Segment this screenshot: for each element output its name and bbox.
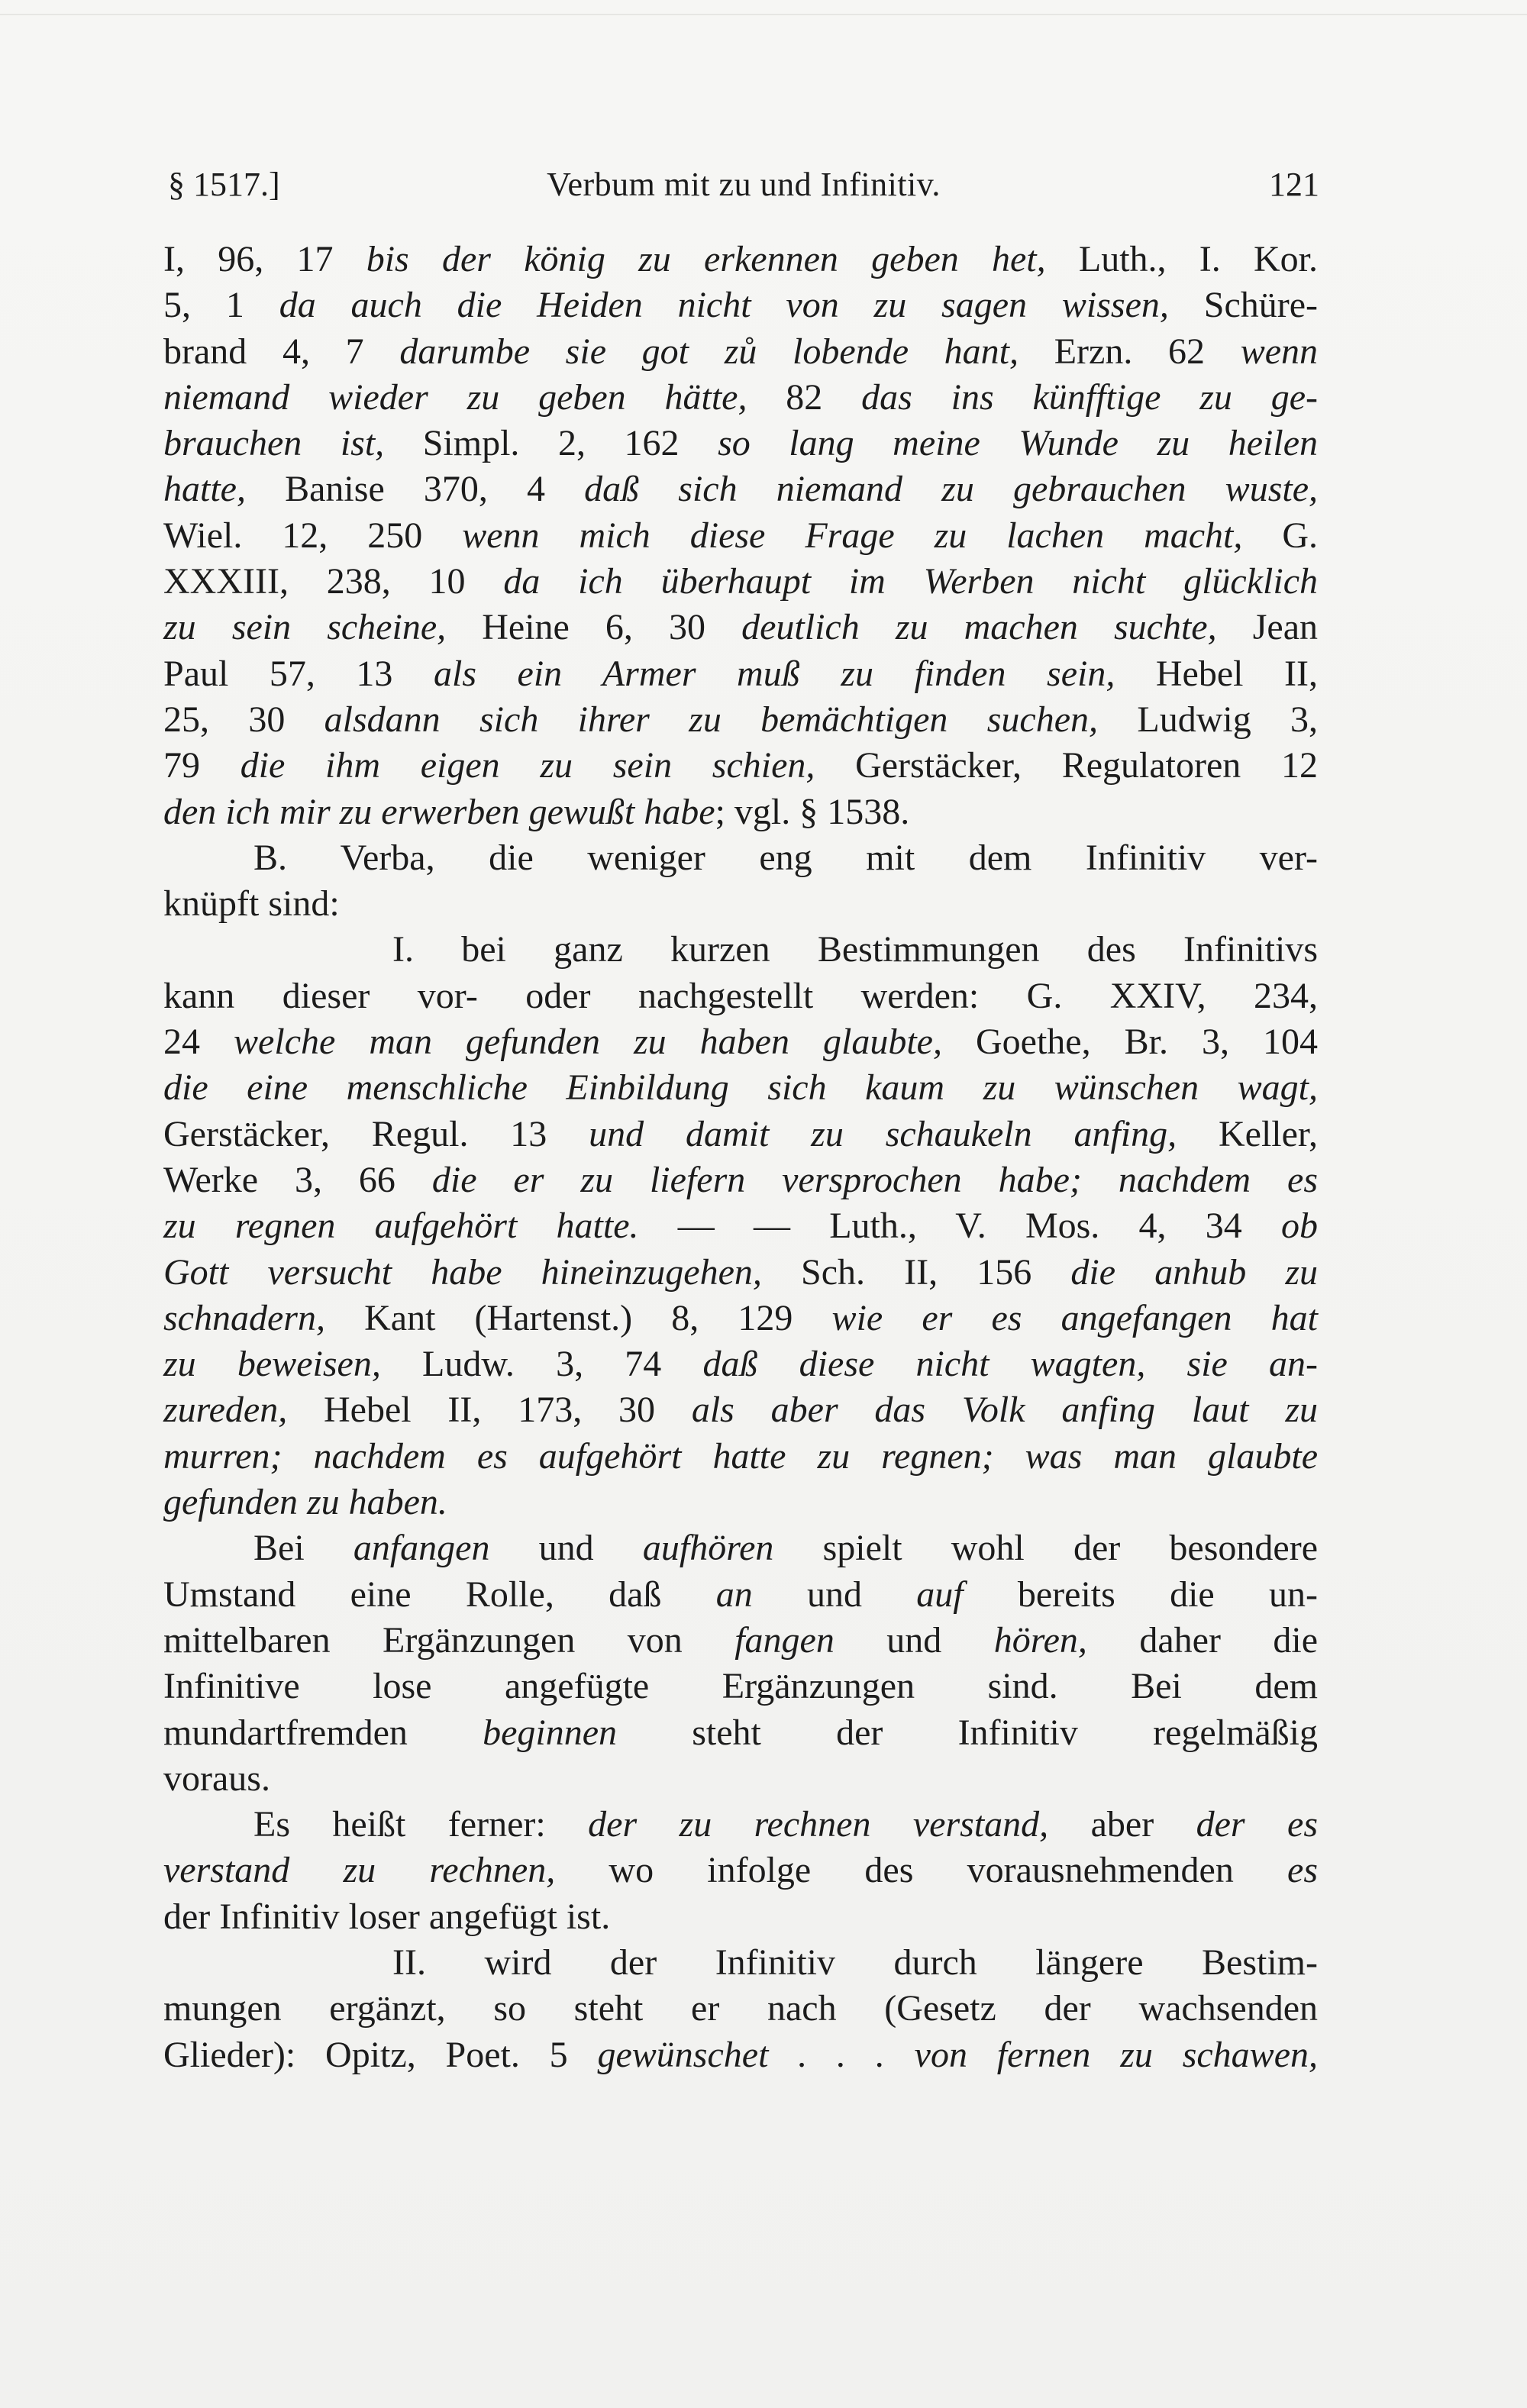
text-run: Goethe, Br. 3, 104 — [941, 1022, 1319, 1063]
text-line — [163, 605, 1318, 650]
italic-quotation: aufhören — [642, 1528, 774, 1569]
text-run: kann dieser vor- oder nachgestellt werden: G. XXIV, 234, — [163, 975, 1318, 1016]
text-line — [163, 1894, 1318, 1940]
text-run: Hebel II, 173, 30 — [287, 1390, 692, 1431]
text-run: aber — [1048, 1804, 1196, 1845]
text-line — [163, 1387, 1318, 1433]
text-run: Werke 3, 66 — [163, 1159, 432, 1200]
text-line — [163, 1250, 1318, 1296]
italic-quotation: es — [1287, 1850, 1319, 1891]
text-line — [163, 1341, 1318, 1387]
italic-quotation: hatte, — [163, 469, 246, 510]
text-run: brand 4, 7 — [163, 331, 400, 372]
italic-quotation: zureden, — [163, 1390, 288, 1431]
text-run: Sch. II, 156 — [761, 1251, 1071, 1293]
italic-quotation: beginnen — [483, 1712, 618, 1753]
italic-quotation: murren; nachdem es aufgehört hatte zu regnen; was man glaubte — [163, 1435, 1318, 1477]
section-reference: § 1517.] — [168, 166, 280, 203]
italic-quotation: darumbe sie got zů lobende hant, — [399, 331, 1019, 372]
italic-quotation: als ein Armer muß zu finden sein, — [433, 653, 1115, 694]
text-run: der Infinitiv loser angefügt ist. — [163, 1896, 611, 1937]
italic-quotation: brauchen ist, — [163, 423, 385, 464]
text-line — [163, 1664, 1318, 1709]
text-run: II. wird der Infinitiv durch längere Bestim- — [392, 1942, 1318, 1983]
text-run: Banise 370, 4 — [245, 469, 585, 510]
text-run: voraus. — [163, 1758, 270, 1799]
running-title: Verbum mit zu und Infinitiv. — [547, 166, 941, 203]
text-run: spielt wohl der besondere — [773, 1528, 1319, 1569]
text-run: daher die — [1086, 1619, 1319, 1661]
italic-quotation: zu sein scheine, — [163, 607, 447, 648]
text-line — [163, 282, 1318, 328]
text-run: mungen ergänzt, so steht er nach (Gesetz der wachsenden — [163, 1988, 1318, 2029]
text-line — [163, 1480, 1318, 1525]
italic-quotation: verstand zu rechnen, — [163, 1850, 556, 1891]
italic-quotation: da auch die Heiden nicht von zu sagen wissen, — [279, 285, 1169, 326]
text-line — [163, 421, 1318, 466]
italic-quotation: daß sich niemand zu gebrauchen wuste, — [584, 469, 1319, 510]
italic-quotation: als aber das Volk anfing laut zu — [691, 1390, 1319, 1431]
text-run: Gerstäcker, Regul. 13 — [163, 1113, 589, 1154]
text-run: knüpft sind: — [163, 883, 340, 925]
text-line — [163, 1434, 1318, 1480]
text-run: Ludwig 3, — [1098, 699, 1319, 740]
italic-quotation: an — [715, 1574, 753, 1615]
text-line — [163, 1065, 1318, 1111]
italic-quotation: die ihm eigen zu sein schien, — [240, 745, 815, 786]
text-run: Keller, — [1177, 1113, 1318, 1154]
text-run: bereits die un- — [963, 1574, 1319, 1615]
text-line — [163, 1756, 1318, 1802]
text-line — [163, 881, 1318, 927]
text-run: Umstand eine Rolle, daß — [163, 1574, 716, 1615]
text-line — [163, 1019, 1318, 1065]
text-run: Infinitive lose angefügte Ergänzungen sind. Bei dem — [163, 1666, 1318, 1707]
text-run: Es heißt ferner: — [253, 1804, 589, 1845]
text-run: Kant (Hartenst.) 8, 129 — [324, 1297, 832, 1338]
text-run: 79 — [163, 745, 241, 786]
italic-quotation: bis der könig zu erkennen geben het, — [366, 239, 1046, 279]
text-line — [163, 237, 1318, 282]
text-line — [163, 697, 1318, 743]
scan-edge-line — [0, 14, 1527, 15]
italic-quotation: ob — [1281, 1206, 1318, 1247]
text-run: XXXIII, 238, 10 — [163, 561, 504, 602]
text-line — [163, 1940, 1318, 1986]
text-run: I, 96, 17 — [163, 239, 366, 279]
italic-quotation: deutlich zu machen suchte, — [741, 607, 1217, 648]
text-line — [163, 1296, 1318, 1341]
text-run: Luth., I. Kor. — [1045, 239, 1319, 279]
italic-quotation: das ins künfftige zu ge- — [861, 376, 1319, 418]
italic-quotation: der es — [1196, 1804, 1319, 1845]
text-run: I. bei ganz kurzen Bestimmungen des Infinitivs — [392, 929, 1318, 970]
italic-quotation: den ich mir zu erwerben gewußt habe — [163, 791, 715, 832]
italic-quotation: zu beweisen, — [163, 1344, 381, 1385]
text-run: Wiel. 12, 250 — [163, 515, 463, 556]
page-number: 121 — [1269, 166, 1319, 203]
italic-quotation: zu regnen aufgehört hatte. — [163, 1206, 639, 1247]
italic-quotation: und damit zu schaukeln anfing, — [589, 1113, 1177, 1154]
text-run: B. Verba, die weniger eng mit dem Infinitiv ver- — [253, 837, 1318, 878]
text-run: Heine 6, 30 — [446, 607, 742, 648]
text-run: 25, 30 — [163, 699, 324, 740]
text-line — [163, 1112, 1318, 1157]
text-line — [163, 466, 1318, 512]
text-line — [163, 1618, 1318, 1664]
italic-quotation: schnadern, — [163, 1297, 325, 1338]
text-line — [163, 1802, 1318, 1848]
text-run: mittelbaren Ergänzungen von — [163, 1619, 735, 1661]
text-line — [163, 1848, 1318, 1893]
italic-quotation: die er zu liefern versprochen habe; nachdem es — [431, 1159, 1319, 1200]
body-text — [163, 237, 1318, 2078]
text-run: Hebel II, — [1115, 653, 1319, 694]
text-line — [163, 1572, 1318, 1618]
text-run: Erzn. 62 — [1019, 331, 1241, 372]
text-run: 5, 1 — [163, 285, 279, 326]
text-run: — — Luth., V. Mos. 4, 34 — [638, 1206, 1281, 1247]
italic-quotation: der zu rechnen verstand, — [588, 1804, 1049, 1845]
text-line — [163, 559, 1318, 605]
italic-quotation: die eine menschliche Einbildung sich kaum zu wünschen wagt, — [163, 1067, 1318, 1109]
italic-quotation: Gott versucht habe hineinzugehen, — [163, 1251, 762, 1293]
text-line — [163, 927, 1318, 973]
running-header — [168, 162, 1319, 208]
text-run: mundartfremden — [163, 1712, 483, 1753]
text-run: G. — [1242, 515, 1319, 556]
text-run: Jean — [1216, 607, 1318, 648]
text-line — [163, 835, 1318, 881]
italic-quotation: die anhub zu — [1070, 1251, 1319, 1293]
text-run: Bei — [253, 1528, 354, 1569]
italic-quotation: anfangen — [353, 1528, 490, 1569]
text-line — [163, 1710, 1318, 1756]
italic-quotation: daß diese nicht wagten, sie an- — [702, 1344, 1319, 1385]
text-run: steht der Infinitiv regelmäßig — [617, 1712, 1318, 1753]
text-run: Gerstäcker, Regulatoren 12 — [815, 745, 1319, 786]
text-line — [163, 329, 1318, 375]
text-line — [163, 789, 1318, 835]
italic-quotation: wenn mich diese Frage zu lachen macht, — [462, 515, 1243, 556]
text-line — [163, 513, 1318, 559]
text-run: und — [489, 1528, 643, 1569]
italic-quotation: hören, — [993, 1619, 1087, 1661]
text-run: und — [752, 1574, 917, 1615]
text-line — [163, 2032, 1318, 2078]
italic-quotation: wie er es angefangen hat — [831, 1297, 1319, 1338]
text-run: 82 — [747, 376, 862, 418]
text-line — [163, 743, 1318, 789]
text-run: Ludw. 3, 74 — [380, 1344, 703, 1385]
text-run: Glieder): Opitz, Poet. 5 — [163, 2034, 598, 2075]
text-run: Schüre- — [1168, 285, 1319, 326]
italic-quotation: da ich überhaupt im Werben nicht glücklich — [503, 561, 1318, 602]
text-line — [163, 973, 1318, 1019]
text-run: wo infolge des vorausnehmenden — [555, 1850, 1288, 1891]
text-line — [163, 375, 1318, 421]
text-run: Simpl. 2, 162 — [384, 423, 718, 464]
text-line — [163, 1203, 1318, 1249]
italic-quotation: fangen — [734, 1619, 835, 1661]
text-run: und — [834, 1619, 994, 1661]
italic-quotation: auf — [916, 1574, 964, 1615]
text-run: 24 — [163, 1022, 234, 1063]
text-run: Paul 57, 13 — [163, 653, 434, 694]
text-line — [163, 1525, 1318, 1571]
italic-quotation: gewünschet . . . von fernen zu schawen, — [597, 2034, 1318, 2075]
italic-quotation: gefunden zu haben. — [163, 1482, 447, 1523]
text-run: ; vgl. § 1538. — [715, 791, 910, 832]
italic-quotation: alsdann sich ihrer zu bemächtigen suchen, — [324, 699, 1099, 740]
italic-quotation: welche man gefunden zu haben glaubte, — [234, 1022, 942, 1063]
italic-quotation: niemand wieder zu geben hätte, — [163, 376, 747, 418]
text-line — [163, 1157, 1318, 1203]
text-line — [163, 651, 1318, 697]
text-line — [163, 1986, 1318, 2032]
italic-quotation: wenn — [1240, 331, 1319, 372]
italic-quotation: so lang meine Wunde zu heilen — [718, 423, 1319, 464]
